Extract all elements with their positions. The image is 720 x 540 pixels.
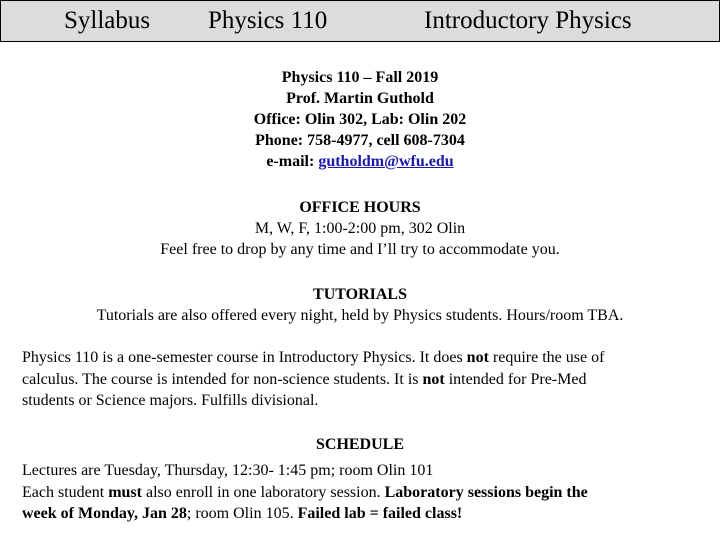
header-course-number: Physics 110 bbox=[208, 7, 328, 34]
tutorials-title: TUTORIALS bbox=[313, 286, 407, 303]
description-line-3: students or Science majors. Fulfills divisional. bbox=[22, 392, 319, 409]
description-text: require the use of bbox=[488, 349, 605, 366]
lab-start-notice: Laboratory sessions begin the bbox=[384, 483, 588, 501]
tutorials-text: Tutorials are also offered every night, held by Physics students. Hours/room TBA. bbox=[96, 307, 624, 324]
header-syllabus: Syllabus bbox=[64, 7, 151, 34]
office-hours-time: M, W, F, 1:00-2:00 pm, 302 Olin bbox=[254, 220, 466, 237]
description-text: calculus. The course is intended for non-science students. It is bbox=[22, 370, 423, 388]
description-line-2 bbox=[22, 369, 698, 391]
office-hours-note: Feel free to drop by any time and I’ll try to accommodate you. bbox=[160, 241, 560, 258]
schedule-line-1: Lectures are Tuesday, Thursday, 12:30- 1:45 pm; room Olin 101 bbox=[22, 462, 434, 479]
emphasis-not: not bbox=[466, 349, 489, 366]
title-bar bbox=[0, 0, 720, 42]
course-term: Physics 110 – Fall 2019 bbox=[281, 69, 439, 86]
schedule-text: Each student bbox=[22, 483, 109, 501]
description-text: intended for Pre-Med bbox=[444, 370, 587, 388]
office-hours-block bbox=[0, 197, 720, 260]
schedule-line-3 bbox=[22, 503, 698, 525]
tutorials-block bbox=[0, 284, 720, 326]
failed-lab-warning: Failed lab = failed class! bbox=[297, 505, 463, 522]
description-text: Physics 110 is a one-semester course in Introductory Physics. It does bbox=[22, 349, 467, 366]
course-description bbox=[22, 347, 698, 412]
schedule-title: SCHEDULE bbox=[315, 436, 405, 453]
emphasis-not: not bbox=[422, 370, 445, 388]
header-course-title: Introductory Physics bbox=[424, 7, 632, 34]
emphasis-must: must bbox=[108, 483, 142, 501]
office-hours-title: OFFICE HOURS bbox=[299, 199, 421, 216]
office-location: Office: Olin 302, Lab: Olin 202 bbox=[253, 111, 467, 128]
course-info-block bbox=[0, 67, 720, 172]
email-label: e-mail: bbox=[266, 153, 319, 170]
phone-numbers: Phone: 758-4977, cell 608-7304 bbox=[255, 132, 465, 149]
professor-name: Prof. Martin Guthold bbox=[286, 90, 434, 107]
schedule-text: ; room Olin 105. bbox=[186, 505, 298, 522]
schedule-line-2 bbox=[22, 482, 698, 504]
description-line-1 bbox=[22, 347, 698, 369]
email-line bbox=[0, 151, 720, 172]
schedule-block bbox=[22, 460, 698, 525]
schedule-text: also enroll in one laboratory session. bbox=[141, 483, 385, 501]
lab-start-date: week of Monday, Jan 28 bbox=[22, 505, 187, 522]
email-link[interactable]: gutholdm@wfu.edu bbox=[318, 153, 454, 170]
